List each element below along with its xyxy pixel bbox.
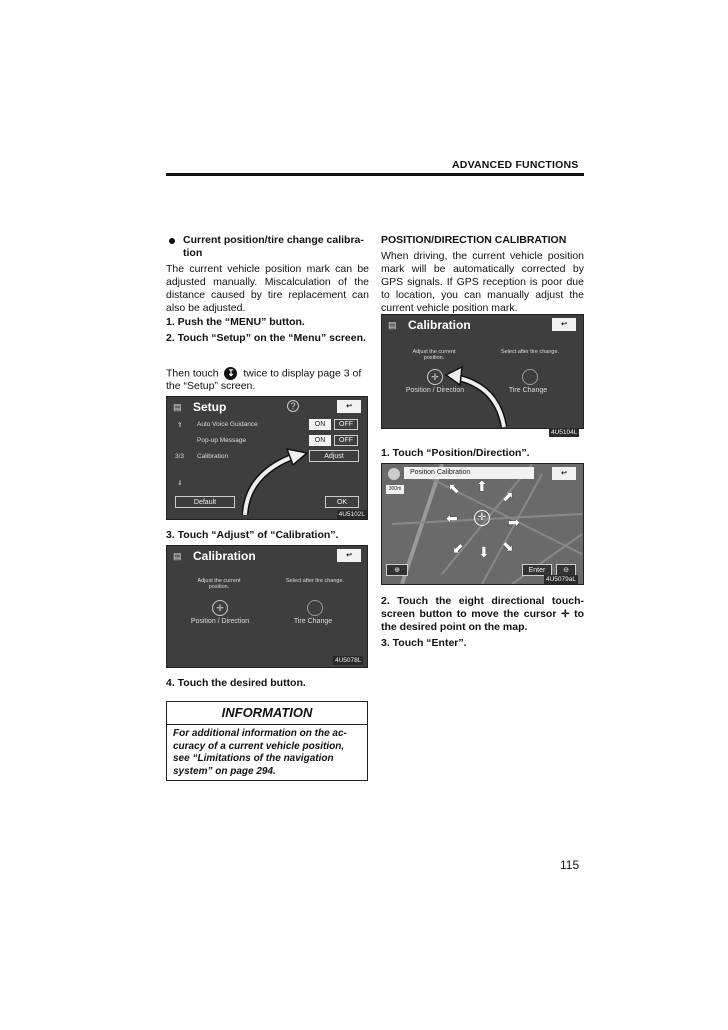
calib2-left-caption: Adjust the current position. — [412, 349, 456, 361]
left-step3: 3. Touch “Adjust” of “Calibration”. — [166, 529, 339, 541]
right-step2-a: 2. Touch the eight directional touch-screen button to move the cursor — [381, 595, 584, 620]
calib2-figure-code: 4U5104L — [551, 429, 578, 436]
map-compass-icon — [388, 468, 400, 480]
zoom-in-icon: ⊕ — [386, 564, 408, 576]
setup-title: Setup — [193, 400, 227, 414]
left-step4: 4. Touch the desired button. — [166, 677, 306, 689]
calibration-screenshot-1 — [166, 545, 368, 668]
calib2-position-button: Position / Direction — [405, 387, 465, 394]
setup-row1-label: Auto Voice Guidance — [197, 421, 258, 428]
setup-page-indicator: 3/3 — [175, 453, 185, 460]
calib2-tire-icon — [522, 369, 538, 385]
map-screenshot — [381, 463, 584, 585]
tire-icon — [307, 600, 323, 616]
row2-off-button: OFF — [334, 435, 358, 446]
calib1-right-caption: Select after tire change. — [285, 578, 345, 584]
setup-figure-code: 4U5102L — [338, 511, 365, 518]
information-text: For additional information on the ac-curacy of a current vehicle position, see “Limitations of the navigation system” on page 294. — [173, 728, 347, 777]
bullet-icon — [169, 238, 175, 244]
right-heading: POSITION/DIRECTION CALIBRATION — [381, 234, 567, 246]
back-icon: ↩ — [337, 400, 361, 413]
map-back-icon: ↩ — [552, 467, 576, 480]
arrow-down-icon: ⬇ — [478, 544, 490, 560]
right-step1: 1. Touch “Position/Direction”. — [381, 447, 530, 459]
calibration-screenshot-2 — [381, 314, 584, 429]
map-title: Position Calibration — [404, 467, 534, 479]
page-number: 115 — [560, 858, 580, 872]
calib2-pointing-arrow-icon — [442, 365, 512, 429]
arrow-left-icon: ⬅ — [446, 510, 458, 526]
calib1-position-button: Position / Direction — [190, 618, 250, 625]
calib2-back-icon: ↩ — [552, 318, 576, 331]
calib2-menu-icon: ▤ — [388, 320, 397, 330]
bullet-heading: Current position/tire change calibra-tion — [183, 234, 364, 259]
arrow-up-icon: ⬆ — [476, 478, 488, 494]
setup-row2-label: Pop-up Message — [197, 437, 247, 444]
calib1-figure-code: 4U5078L — [335, 657, 362, 664]
right-intro: When driving, the current vehicle position mark will be automatically corrected by GPS signals. If GPS reception is poor due to location, you can manually adjust the current vehicle position mark. — [381, 250, 584, 314]
setup-screenshot — [166, 396, 368, 520]
arrow-right-icon: ➡ — [508, 514, 520, 530]
up-arrow-icon: ⇑ — [177, 422, 183, 429]
then-touch-line2: the “Setup” screen. — [166, 380, 256, 392]
calib2-compass-icon: ✛ — [427, 369, 443, 385]
information-title: INFORMATION — [167, 702, 367, 725]
compass-icon: ✛ — [212, 600, 228, 616]
setup-row3-label: Calibration — [197, 453, 229, 460]
arrow-up-left-icon: ⬉ — [448, 480, 460, 496]
row1-off-button: OFF — [334, 419, 358, 430]
info-page-icon: ↧ — [224, 367, 237, 380]
calib1-left-caption: Adjust the current position. — [197, 578, 241, 590]
arrow-down-left-icon: ⬋ — [452, 540, 464, 556]
calib1-tire-button: Tire Change — [293, 618, 333, 625]
right-step2-b: to the desired point on the map. — [381, 608, 585, 633]
cursor-inline-icon: ✛ — [561, 609, 570, 620]
information-box — [166, 701, 368, 781]
enter-button: Enter — [522, 564, 552, 576]
calib-menu-icon: ▤ — [173, 551, 182, 561]
setup-menu-icon: ▤ — [173, 402, 182, 412]
left-step2: 2. Touch “Setup” on the “Menu” screen. — [166, 332, 366, 344]
calib2-right-caption: Select after tire change. — [500, 349, 560, 355]
default-button: Default — [175, 496, 235, 508]
arrow-up-right-icon: ⬈ — [502, 488, 514, 504]
ok-button: OK — [325, 496, 359, 508]
cursor-icon: ✛ — [474, 510, 490, 526]
map-figure-code: 4U5079aL — [546, 576, 576, 583]
then-touch-line — [166, 367, 369, 380]
calib1-title: Calibration — [193, 549, 256, 563]
row1-on-button: ON — [309, 419, 331, 430]
zoom-out-icon: ⊖ — [556, 564, 576, 576]
calib1-back-icon: ↩ — [337, 549, 361, 562]
left-step1: 1. Push the “MENU” button. — [166, 316, 305, 328]
left-intro: The current vehicle position mark can be adjusted manually. Miscalculation of the distance caused by tire replacement can also be adjusted. — [166, 263, 369, 314]
then-touch-post: twice to display page 3 of — [243, 367, 362, 380]
map-scale-label: 300m — [386, 485, 404, 494]
section-header: ADVANCED FUNCTIONS — [452, 159, 579, 171]
arrow-down-right-icon: ⬊ — [502, 538, 514, 554]
help-icon: ? — [287, 400, 299, 412]
pointing-arrow-icon — [237, 445, 317, 517]
calib2-title: Calibration — [408, 318, 471, 332]
row2-on-button: ON — [309, 435, 331, 446]
calib2-tire-button: Tire Change — [508, 387, 548, 394]
header-rule — [166, 173, 584, 176]
right-step2 — [381, 595, 584, 634]
down-arrow-icon: ⇓ — [177, 480, 183, 487]
right-step3: 3. Touch “Enter”. — [381, 637, 467, 649]
adjust-button: Adjust — [309, 450, 359, 462]
then-touch-pre: Then touch — [166, 367, 219, 380]
